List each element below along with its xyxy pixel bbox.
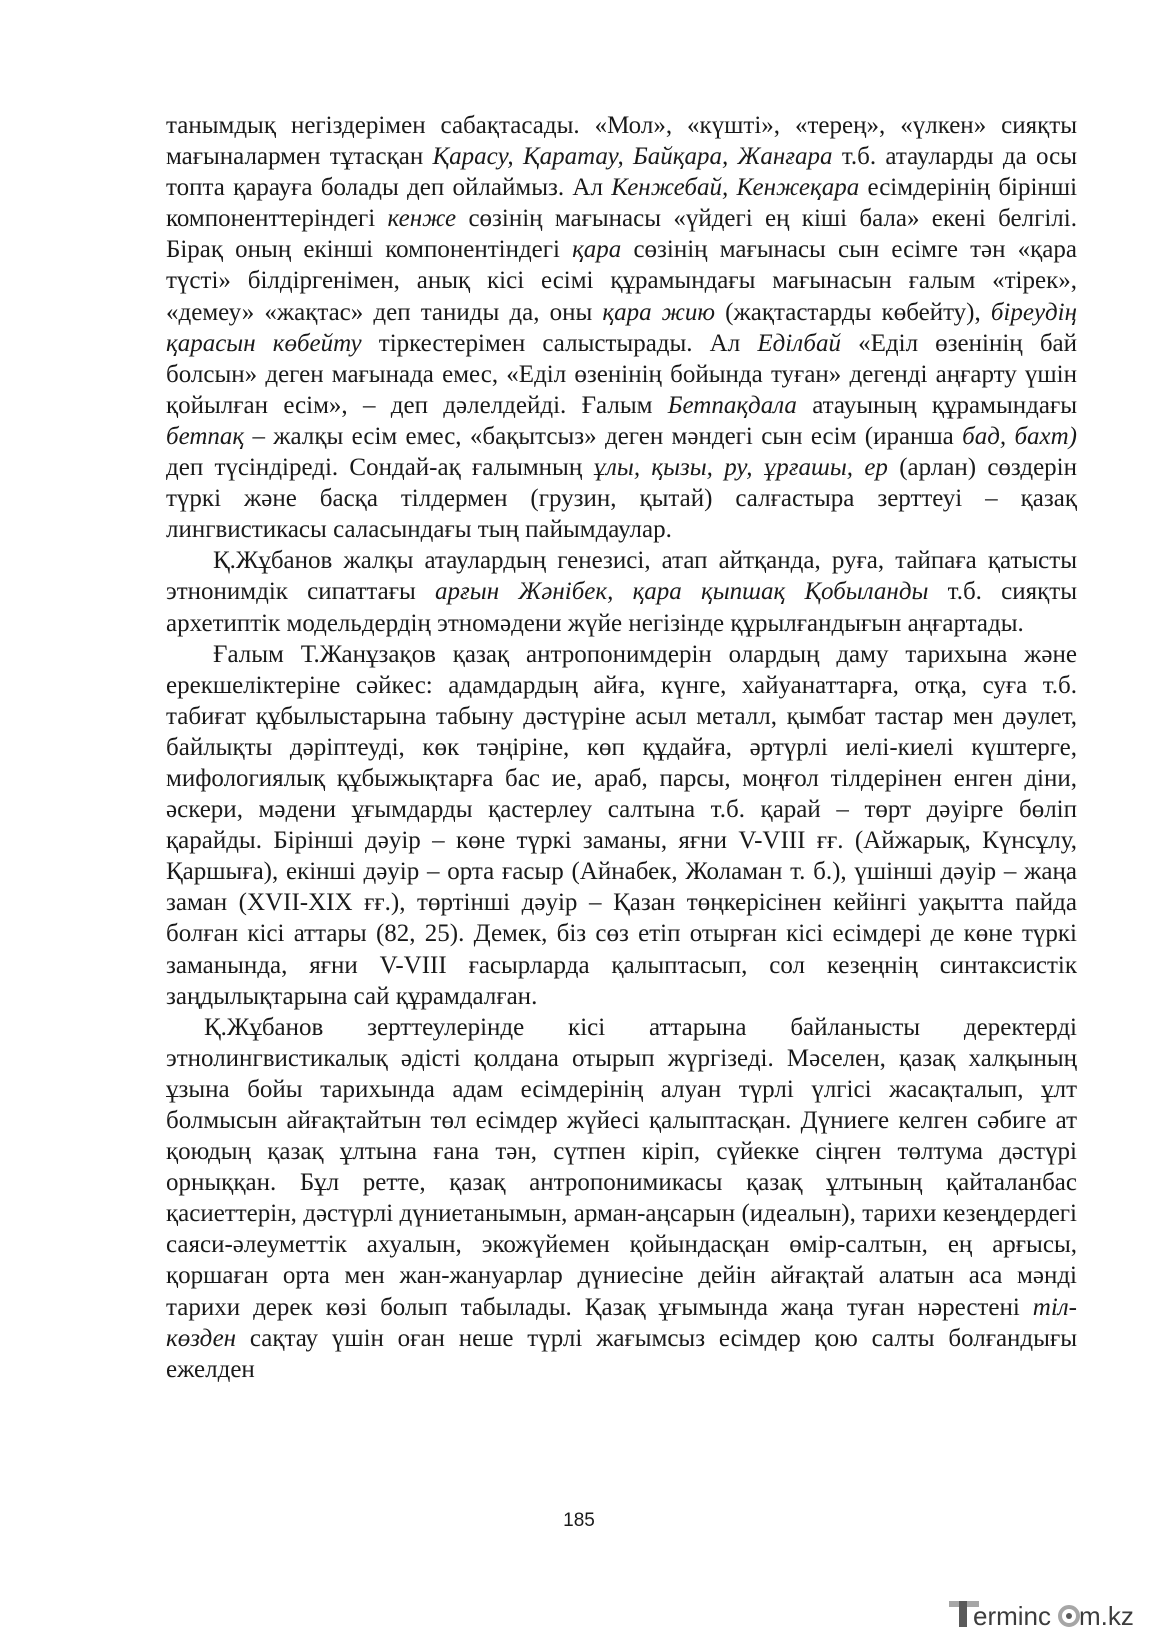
text-run: сөзінің мағынасы «үйдегі ең кіші бала» екені белгілі. Бірақ оның екінші компонентіндегі <box>166 205 1077 264</box>
text-run: – жалқы есім емес, «бақытсыз» деген мәндегі сын есім (иранша <box>244 422 963 450</box>
italic-term: ұлы, қызы, ру, ұрғашы, ер <box>593 454 888 482</box>
paragraph-2 <box>166 545 1077 638</box>
italic-term: тіл-көзден <box>166 1293 1077 1352</box>
text-run: танымдық негіздерімен сабақтасады. «Мол», «күшті», «терең», «үлкен» сияқты мағыналармен тұтасқан <box>166 112 1077 171</box>
text-run: сөзінің мағынасы сын есімге тән «қара түсті» білдіргенімен, анық кісі есімі құрамындағы мағынасын ғалым «тірек», «демеу» «жақтас» деп таниды да, оны <box>166 236 1077 326</box>
paragraph-1 <box>166 110 1077 545</box>
italic-term: бетпақ <box>166 422 245 450</box>
page-number: 185 <box>563 1510 595 1531</box>
paragraph-3 <box>166 639 1077 1012</box>
text-run: Ғалым Т.Жанұзақов қазақ антропонимдерін олардың даму тарихына және ерекшеліктеріне сәйкес: адамдардың айға, күнге, хайуанаттарға, отқа, суға т.б. табиғат құбылыстарына табыну дәстүріне асыл металл, қымбат тастар мен дәулет, байлықты дәріптеуді, көк тәңіріне, көп құдайға, әртүрлі иелі-киелі күштерге, мифологиялық құбыжықтарға бас ие, араб, парсы, моңғол тілдерінен енген діни, әскери, мәдени ұғымдарды қастерлеу салтына т.б. қарай – төрт дәуірге бөліп қарайды. Бірінші дәуір – көне түркі заманы, яғни V-VIII ғғ. (Айжарық, Күнсұлу, Қаршыға), екінші дәуір – орта ғасыр (Айнабек, Жоламан т. б.), үшінші дәуір – жаңа заман (XVII-XIX ғғ.), төртінші дәуір – Қазан төңкерісінен кейінгі уақытта пайда болған кісі аттары (82, 25). Демек, біз сөз етіп отырған кісі есімдері де көне түркі заманында, яғни V-VIII ғасырларда қалыптасып, сол кезеңнің синтаксистік заңдылықтарына сай құрамдалған. <box>166 640 1077 1010</box>
italic-term: арғын Жәнібек, қара қыпшақ Қобыланды <box>435 578 929 606</box>
text-run: (жақтастарды көбейту), <box>715 298 991 326</box>
body-text <box>166 110 1077 1385</box>
text-run: есімдерінің бірінші компоненттеріндегі <box>166 174 1078 233</box>
text-run: Қ.Жұбанов зерттеулерінде кісі аттарына байланысты деректерді этнолингвистикалық әдісті қолдана отырып жүргізеді. Мәселен, қазақ халқының ұзына бойы тарихында адам есімдерінің алуан түрлі үлгісі жасақталып, ұлт болмысын айғақтайтын төл есімдер жүйесі қалыптасқан. Дүниеге келген сәбиге ат қоюдың қазақ ұлтына ғана тән, сүтпен кіріп, сүйекке сіңген төлтума дәстүрі орныққан. Бұл ретте, қазақ антропонимикасы қазақ ұлтының қайталанбас қасиеттерін, дәстүрлі дүниетанымын, арман-аңсарын (идеалын), тарихи кезеңдердегі саяси-әлеуметтік ахуалын, экожүйемен қойындасқан өмір-салтын, ең арғысы, қоршаған орта мен жан-жануарлар дүниесіне дейін айғақтай алатын аса мәнді тарихи дерек көзі болып табылады. Қазақ ұғымында жаңа туған нәрестені <box>166 1013 1077 1321</box>
logo-o-mark <box>1060 1607 1078 1625</box>
italic-term: Еділбай <box>757 329 842 357</box>
italic-term: қара <box>572 236 622 264</box>
italic-term: бад, бахт) <box>962 422 1077 450</box>
italic-term: кенже <box>387 205 457 233</box>
text-run: Қ.Жұбанов жалқы атаулардың генезисі, атап айтқанда, руға, тайпаға қатысты этнонимдік сипаттағы <box>166 547 1077 606</box>
text-run: т.б. атауларды да осы топта қарауға болады деп ойлаймыз. Ал <box>166 143 1077 202</box>
text-run: сақтау үшін оған неше түрлі жағымсыз есімдер қою салты болғандығы ежелден <box>166 1324 1077 1383</box>
text-run: «Еділ өзенінің бай болсын» деген мағынада емес, «Еділ өзенінің бойында туған» дегенді аңғарту үшін қойылған есім», – деп дәлелдейді. Ғалым <box>166 329 1078 419</box>
italic-term: Қарасу, Қаратау, Байқара, Жанғара <box>432 143 833 171</box>
logo-text-part2: m.kz <box>1079 1601 1134 1631</box>
termincom-logo <box>945 1595 1145 1631</box>
italic-term: қара жию <box>602 298 716 326</box>
paragraph-4 <box>166 1012 1077 1385</box>
text-run: атауының құрамындағы <box>796 391 1077 419</box>
text-run: т.б. сияқты архетиптік модельдердің этномәдени жүйе негізінде құрылғандығын аңғартады. <box>166 578 1078 637</box>
text-run: деп түсіндіреді. Сондай-ақ ғалымның <box>166 454 594 482</box>
logo-text-part1: erminc <box>973 1601 1052 1631</box>
italic-term: Кенжебай, Кенжеқара <box>611 174 860 202</box>
text-run: тіркестерімен салыстырады. Ал <box>361 329 758 357</box>
text-run: (арлан) сөздерін түркі және басқа тілдермен (грузин, қытай) салғастыра зерттеуі – қазақ лингвистикасы саласындағы тың пайымдаулар. <box>166 454 1077 544</box>
italic-term: біреудің қарасын көбейту <box>166 298 1077 357</box>
italic-term: Бетпақдала <box>667 391 797 419</box>
logo-t-stem <box>959 1601 967 1627</box>
